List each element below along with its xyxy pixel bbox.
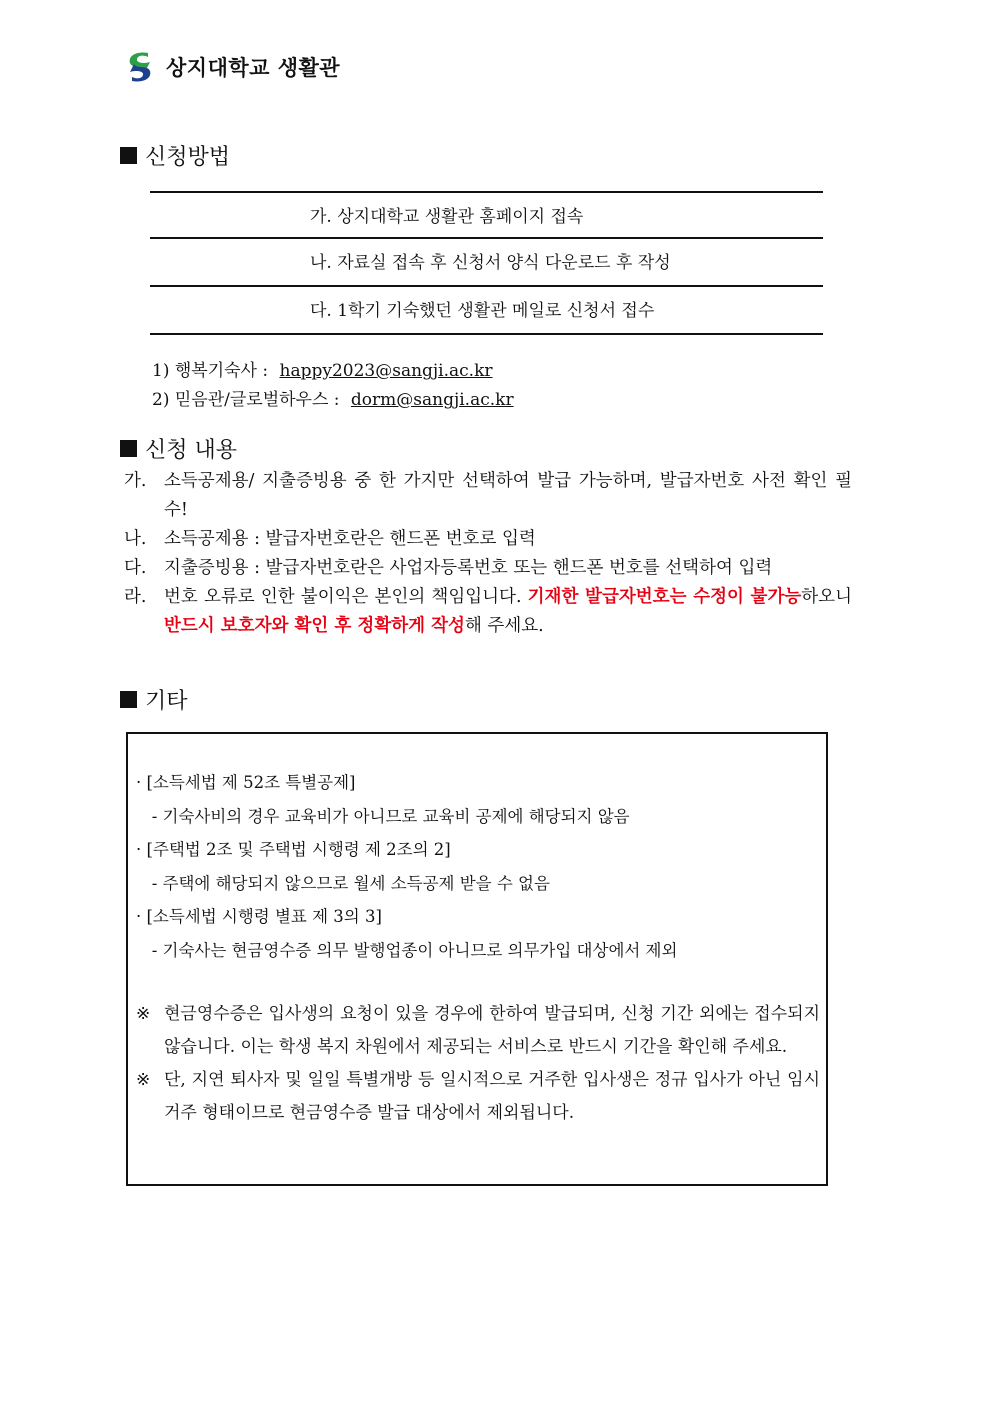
page-header bbox=[124, 50, 340, 84]
item-text: 소득공제용 : 발급자번호란은 핸드폰 번호로 입력 bbox=[164, 529, 536, 549]
law-line: · [주택법 2조 및 주택법 시행령 제 2조의 2] bbox=[136, 840, 451, 859]
law-line: - 기숙사비의 경우 교육비가 아니므로 교육비 공제에 해당되지 않음 bbox=[136, 806, 630, 826]
item-marker: 라. bbox=[124, 587, 147, 607]
item-marker: 다. bbox=[124, 558, 147, 578]
reference-mark-icon: ※ bbox=[136, 1070, 151, 1090]
content-list bbox=[124, 467, 852, 641]
law-line: - 주택에 해당되지 않으므로 월세 소득공제 받을 수 없음 bbox=[136, 873, 550, 893]
step-row: 다. 1학기 기숙했던 생활관 메일로 신청서 접수 bbox=[150, 287, 823, 335]
item-marker: 가. bbox=[124, 471, 147, 491]
square-bullet-icon bbox=[120, 440, 137, 457]
contact-label: 1) 행복기숙사 : bbox=[152, 361, 269, 381]
reference-mark-icon: ※ bbox=[136, 1004, 151, 1024]
note-item bbox=[136, 1064, 820, 1130]
law-list bbox=[136, 766, 677, 967]
law-line: · [소득세법 시행령 별표 제 3의 3] bbox=[136, 907, 382, 926]
item-text: 소득공제용/ 지출증빙용 중 한 가지만 선택하여 발급 가능하며, 발급자번호 사전 확인 필수! bbox=[164, 471, 852, 520]
section-title-text: 신청방법 bbox=[145, 145, 231, 170]
item-text-plain: 해 주세요. bbox=[464, 616, 544, 636]
notice-box bbox=[126, 732, 828, 1186]
contact-label: 2) 믿음관/글로벌하우스 : bbox=[152, 390, 340, 410]
content-item bbox=[124, 525, 852, 554]
section-title-etc bbox=[120, 684, 188, 715]
email-link[interactable]: happy2023@sangji.ac.kr bbox=[279, 361, 493, 381]
step-row: 나. 자료실 접속 후 신청서 양식 다운로드 후 작성 bbox=[150, 239, 823, 287]
item-text-plain: 하오니 bbox=[801, 587, 852, 607]
square-bullet-icon bbox=[120, 147, 137, 164]
warning-text: 반드시 보호자와 확인 후 정확하게 작성 bbox=[164, 616, 465, 636]
contact-dorm bbox=[152, 385, 514, 410]
email-link[interactable]: dorm@sangji.ac.kr bbox=[350, 390, 514, 410]
content-item bbox=[124, 467, 852, 525]
steps-table bbox=[150, 191, 823, 335]
note-item bbox=[136, 998, 820, 1064]
section-title-text: 신청 내용 bbox=[145, 438, 238, 463]
content-item bbox=[124, 554, 852, 583]
content-item bbox=[124, 583, 852, 641]
law-line: · [소득세법 제 52조 특별공제] bbox=[136, 773, 356, 792]
notes bbox=[136, 998, 820, 1130]
item-text-plain: 번호 오류로 인한 불이익은 본인의 책임입니다. bbox=[164, 587, 528, 607]
item-text bbox=[164, 583, 852, 641]
warning-text: 기재한 발급자번호는 수정이 불가능 bbox=[527, 587, 802, 607]
note-text: 단, 지연 퇴사자 및 일일 특별개방 등 일시적으로 거주한 입사생은 정규 입사가 아닌 임시 거주 형태이므로 현금영수증 발급 대상에서 제외됩니다. bbox=[164, 1070, 820, 1123]
org-name: 상지대학교 생활관 bbox=[166, 56, 341, 80]
section-title-method bbox=[120, 140, 230, 171]
law-line: - 기숙사는 현금영수증 의무 발행업종이 아니므로 의무가입 대상에서 제외 bbox=[136, 940, 678, 960]
item-text: 지출증빙용 : 발급자번호란은 사업자등록번호 또는 핸드폰 번호를 선택하여 입력 bbox=[164, 558, 773, 578]
item-marker: 나. bbox=[124, 529, 147, 549]
note-text: 현금영수증은 입사생의 요청이 있을 경우에 한하여 발급되며, 신청 기간 외에는 접수되지 않습니다. 이는 학생 복지 차원에서 제공되는 서비스로 반드시 기간을 확인해 주세요. bbox=[164, 1004, 820, 1057]
contact-happy bbox=[152, 356, 493, 381]
square-bullet-icon bbox=[120, 691, 137, 708]
section-title-text: 기타 bbox=[145, 689, 188, 714]
step-row: 가. 상지대학교 생활관 홈페이지 접속 bbox=[150, 191, 823, 239]
section-title-content bbox=[120, 433, 237, 464]
university-logo-icon bbox=[124, 50, 156, 84]
